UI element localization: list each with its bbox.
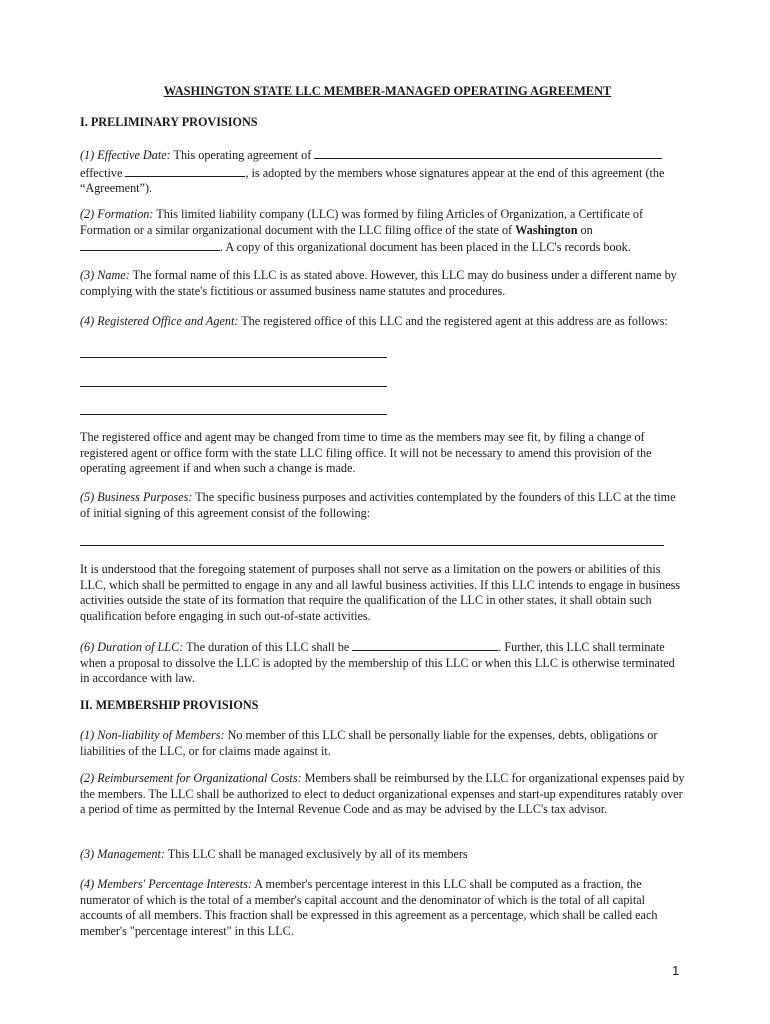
clause-text: The registered office of this LLC and the registered agent at this address are as follows: [238,314,668,328]
duration-blank [352,638,498,651]
formation-date-blank [80,238,220,251]
clause-label: (3) Name: [80,268,130,282]
paragraph-name [80,268,685,299]
paragraph-management [80,847,685,863]
clause-text: , is adopted by the members whose signatures appear at the end of this agreement (the “Agreement”). [80,165,665,195]
section-heading-preliminary: I. PRELIMINARY PROVISIONS [80,115,258,129]
paragraph-purposes-limitation: It is understood that the foregoing statement of purposes shall not serve as a limitation on the powers or abilities of this LLC, which shall be permitted to engage in any and all lawful business activities. If this LLC intends to engage in business activities outside the state of its formation that require the qualification of the LLC in other states, it shall obtain such qualification before engaging in such out-of-state activities. [80,562,681,623]
clause-text: . A copy of this organizational document has been placed in the LLC's records book. [220,240,631,254]
clause-text: This LLC shall be managed exclusively by all of its members [164,847,468,861]
paragraph-percentage-interests [80,877,685,939]
clause-text: A member's percentage interest in this LLC shall be computed as a fraction, the numerator of which is the total of a member's capital account and the denominator of which is the total of all capital accounts of all members. This fraction shall be expressed in this agreement as a percentage, which shall be called each member's "percentage interest" in this LLC. [80,877,658,938]
clause-label: (1) Non-liability of Members: [80,728,225,742]
clause-text: effective [80,165,126,180]
section-heading-membership: II. MEMBERSHIP PROVISIONS [80,698,259,712]
business-purposes-line [80,545,664,546]
paragraph-registered-office-change: The registered office and agent may be changed from time to time as the members may see fit, by filing a change of registered agent or office form with the state LLC filing office. It will not be necessary to amend this provision of the operating agreement if and when such a change is made. [80,430,652,475]
clause-text: . Further, this LLC shall terminate when a proposal to dissolve the LLC is adopted by the membership of this LLC or when this LLC is otherwise terminated in accordance with law. [80,640,675,685]
paragraph-business-purposes [80,490,685,521]
paragraph-non-liability [80,728,685,759]
document-title: WASHINGTON STATE LLC MEMBER-MANAGED OPERATING AGREEMENT [163,84,612,98]
clause-label: (5) Business Purposes: [80,490,193,504]
clause-text: on [577,222,593,237]
paragraph-formation [80,207,685,256]
clause-label: (4) Registered Office and Agent: [80,314,239,328]
agreement-name-blank [314,146,662,159]
registered-office-line-3 [80,414,387,415]
clause-label: (2) Formation: [80,207,154,221]
clause-label: (2) Reimbursement for Organizational Costs: [80,771,302,785]
effective-date-blank [125,164,245,177]
registered-office-line-2 [80,386,387,387]
clause-text: This limited liability company (LLC) was formed by filing Articles of Organization, a Certificate of Formation or a similar organizational document with the LLC filing office of the state of [80,207,644,237]
paragraph-reimbursement [80,771,685,818]
state-name: Washington [515,222,578,237]
paragraph-effective-date [80,146,690,197]
page-number: 1 [672,963,680,978]
clause-text: The duration of this LLC shall be [183,640,353,654]
clause-label: (3) Management: [80,847,165,861]
paragraph-duration [80,638,685,687]
clause-text: The formal name of this LLC is as stated above. However, this LLC may do business under a different name by complying with the state's fictitious or assumed business name statutes and procedures. [80,268,677,298]
paragraph-registered-office [80,314,685,330]
registered-office-line-1 [80,357,387,358]
clause-text: The specific business purposes and activities contemplated by the founders of this LLC at the time of initial signing of this agreement consist of the following: [80,490,676,520]
clause-text: This operating agreement of [170,148,315,162]
clause-label: (1) Effective Date: [80,148,171,162]
clause-text: No member of this LLC shall be personally liable for the expenses, debts, obligations or liabilities of the LLC, or for claims made against it. [80,728,658,758]
clause-label: (4) Members' Percentage Interests: [80,877,252,891]
clause-text: Members shall be reimbursed by the LLC for organizational expenses paid by the members. The LLC shall be authorized to elect to deduct organizational expenses and start-up expenditures ratably over a period of time as permitted by the Internal Revenue Code and as may be advised by the LLC's tax advisor. [80,771,685,816]
clause-label: (6) Duration of LLC: [80,640,184,654]
